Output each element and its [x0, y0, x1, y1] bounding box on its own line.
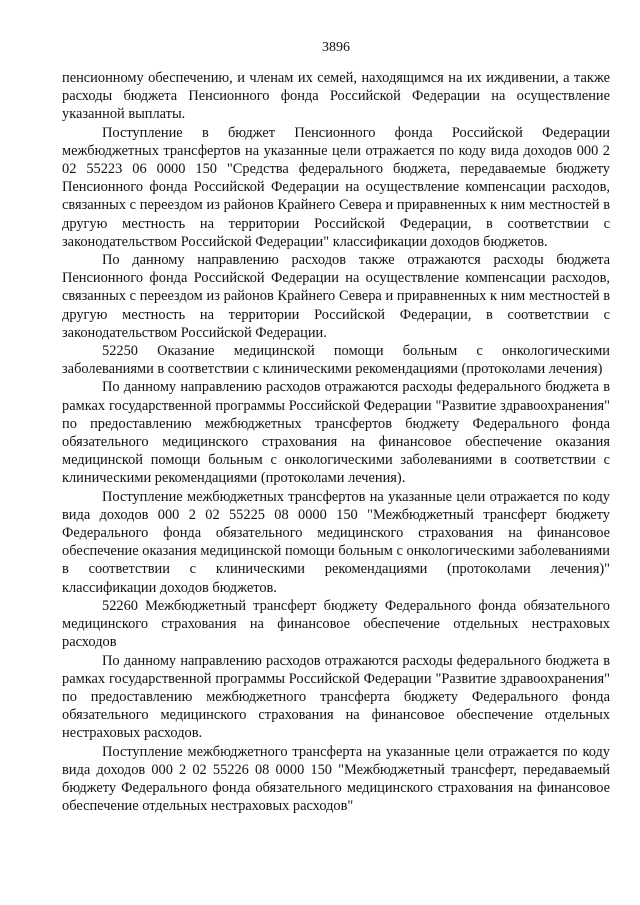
- section-heading-52260: 52260 Межбюджетный трансферт бюджету Федерального фонда обязательного медицинского страхования на финансовое обеспечение отдельных нестраховых расходов: [62, 597, 610, 651]
- paragraph-continuation: пенсионному обеспечению, и членам их семей, находящимся на их иждивении, а также расходы бюджета Пенсионного фонда Российской Федерации на осуществление указанной выплаты.: [62, 70, 610, 123]
- document-body: [62, 69, 610, 815]
- paragraph-income-code-55225: Поступление межбюджетных трансфертов на указанные цели отражается по коду вида доходов 000 2 02 55225 08 0000 150 "Межбюджетный трансферт бюджету Федерального фонда обязательного медицинского страхования на финансовое обеспечение оказания медицинской помощи больным с онкологическими заболеваниями в соответствии с клиническими рекомендациями (протоколами лечения)" классификации доходов бюджетов.: [62, 488, 610, 596]
- paragraph-income-code-55223: Поступление в бюджет Пенсионного фонда Российской Федерации межбюджетных трансфертов на указанные цели отражается по коду вида доходов 000 2 02 55223 06 0000 150 "Средства федерального бюджета, передаваемые бюджету Пенсионного фонда Российской Федерации на осуществление компенсации расходов, связанных с переездом из районов Крайнего Севера и приравненных к ним местностей в другую местность на территории Российской Федерации, в соответствии с законодательством Российской Федерации" классификации доходов бюджетов.: [62, 124, 610, 250]
- document-page: [62, 0, 610, 905]
- paragraph-pension-fund-expenses: По данному направлению расходов также отражаются расходы бюджета Пенсионного фонда Российской Федерации на осуществление компенсации расходов, связанных с переездом из районов Крайнего Севера и приравненных к ним местностей в другую местность на территории Российской Федерации, в соответствии с законодательством Российской Федерации.: [62, 252, 610, 341]
- paragraph-income-code-55226: Поступление межбюджетного трансферта на указанные цели отражается по коду вида доходов 000 2 02 55226 08 0000 150 "Межбюджетный трансферт, передаваемый бюджету Федерального фонда обязательного медицинского страхования на финансовое обеспечение отдельных нестраховых расходов": [62, 743, 610, 815]
- paragraph-52250-expenses: По данному направлению расходов отражаются расходы федерального бюджета в рамках государственной программы Российской Федерации "Развитие здравоохранения" по предоставлению межбюджетных трансфертов бюджету Федерального фонда обязательного медицинского страхования на финансовое обеспечение оказания медицинской помощи больным с онкологическими заболеваниями в соответствии с клиническими рекомендациями (протоколами лечения).: [62, 379, 610, 487]
- paragraph-52260-expenses: По данному направлению расходов отражаются расходы федерального бюджета в рамках государственной программы Российской Федерации "Развитие здравоохранения" по предоставлению межбюджетного трансферта бюджету Федерального фонда обязательного медицинского страхования на финансовое обеспечение отдельных нестраховых расходов.: [62, 652, 610, 742]
- section-heading-52250: 52250 Оказание медицинской помощи больным с онкологическими заболеваниями в соответствии с клиническими рекомендациями (протоколами лечения): [62, 343, 610, 378]
- page-number: 3896: [322, 40, 350, 55]
